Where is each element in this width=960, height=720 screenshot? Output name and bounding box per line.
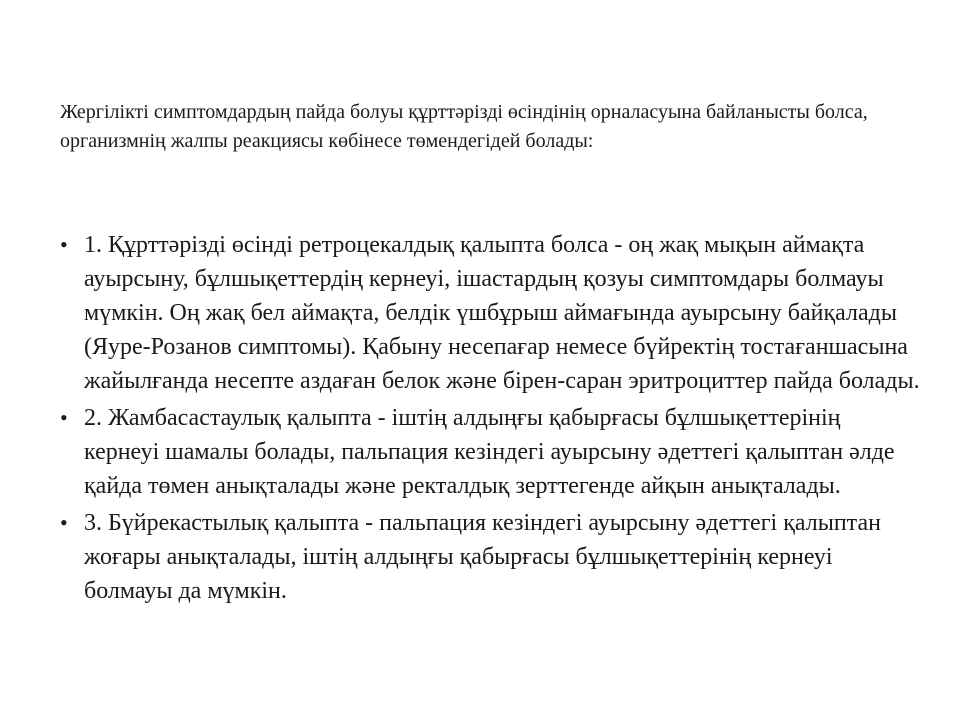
bullet-text: 1. Құрттәрізді өсінді ретроцекалдық қалыпта болса - оң жақ мықын аймақта ауырсыну, бұлшықеттердің кернеуі, ішастардың қозуы симптомдары болмауы мүмкін. Оң жақ бел аймақта, белдік үшбұрыш аймағында ауырсыну байқалады (Яуре-Розанов симптомы). Қабыну несепағар немесе бүйректің тостағаншасына жайылғанда несепте аздаған белок және бірен-саран эритроциттер пайда болады. (84, 232, 920, 394)
list-item (60, 506, 920, 608)
bullet-icon: • (60, 510, 68, 535)
slide-title: Жергілікті симптомдардың пайда болуы құрттәрізді өсіндінің орналасуына байланысты болса, организмнің жалпы реакциясы көбінесе төмендегідей болады: (60, 101, 868, 152)
bullet-list (60, 228, 920, 611)
bullet-icon: • (60, 405, 68, 430)
list-item (60, 401, 920, 503)
bullet-text: 3. Бүйрекастылық қалыпта - пальпация кезіндегі ауырсыну әдеттегі қалыптан жоғары анықталады, іштің алдыңғы қабырғасы бұлшықеттерінің кернеуі болмауы да мүмкін. (84, 510, 881, 604)
bullet-icon: • (60, 232, 68, 257)
list-item (60, 228, 920, 398)
bullet-text: 2. Жамбасастаулық қалыпта - іштің алдыңғы қабырғасы бұлшықеттерінің кернеуі шамалы болады, пальпация кезіндегі ауырсыну әдеттегі қалыптан әлде қайда төмен анықталады және ректалдық зерттегенде айқын анықталады. (84, 405, 895, 499)
